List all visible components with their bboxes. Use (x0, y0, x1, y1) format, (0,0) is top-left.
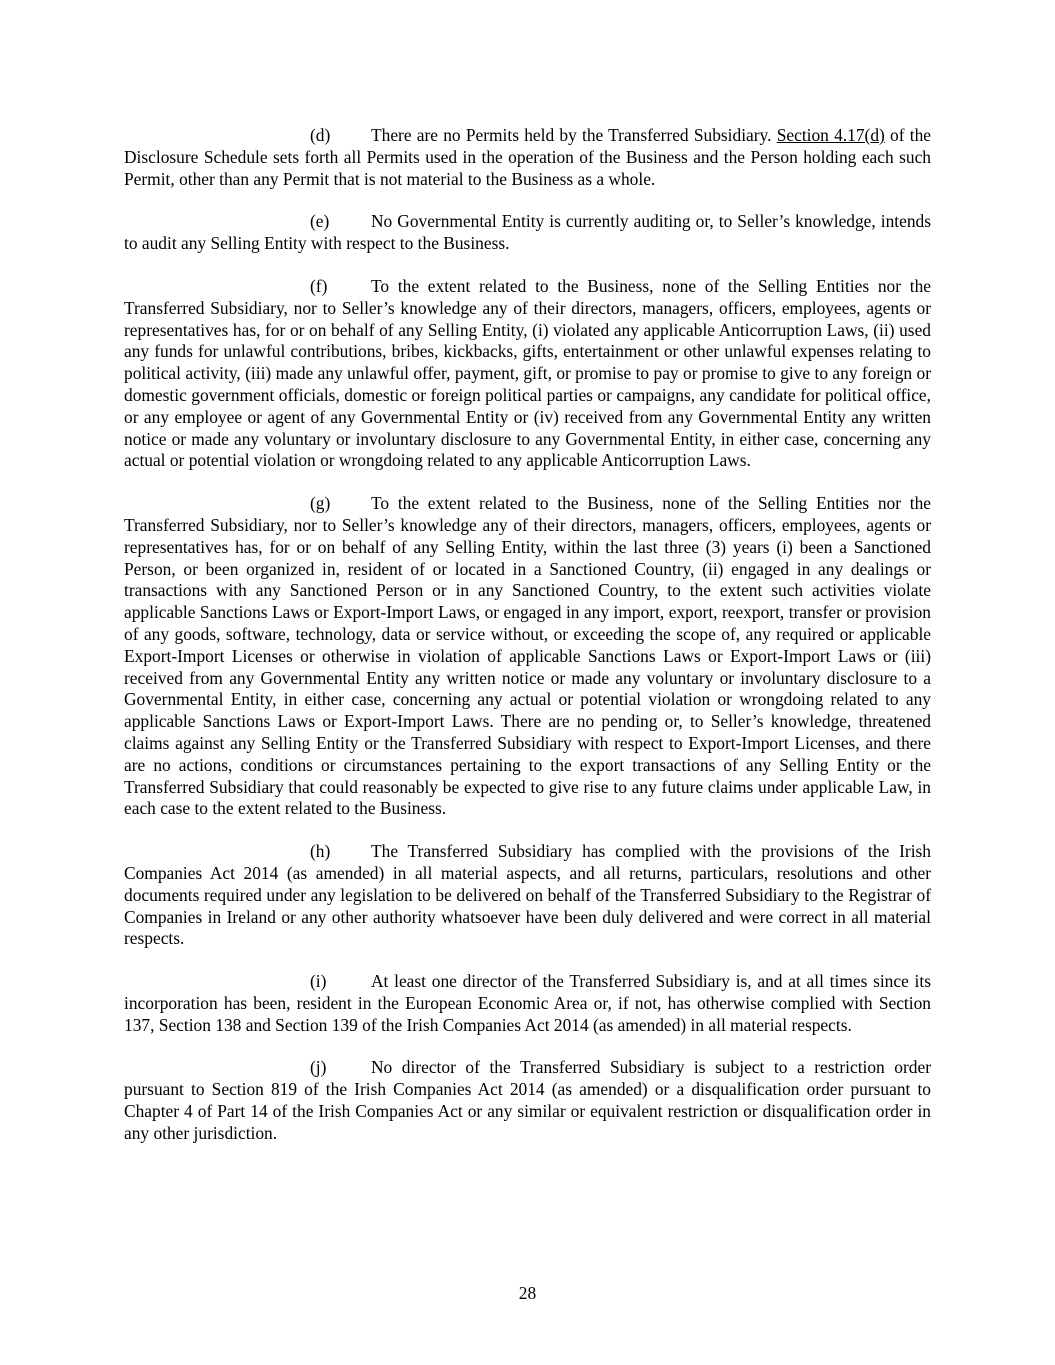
paragraph-i (124, 971, 931, 1036)
page-number: 28 (518, 1283, 537, 1303)
paragraph-text: To the extent related to the Business, none of the Selling Entities nor the Transferred Subsidiary, nor to Seller’s knowledge any of their directors, managers, officers, employees, agents or representatives has, for or on behalf of any Selling Entity, within the last three (3) years (i) been a Sanctioned Person, or been organized in, resident of or located in a Sanctioned Country, (ii) engaged in any dealings or transactions with any Sanctioned Person or in any Sanctioned Country, to the extent such activities violate applicable Sanctions Laws or Export-Import Laws, or engaged in any import, export, reexport, transfer or provision of any goods, software, technology, data or service without, or exceeding the scope of, any required or applicable Export-Import Licenses or otherwise in violation of applicable Sanctions Laws or Export-Import Laws or (iii) received from any Governmental Entity any written notice or made any voluntary or involuntary disclosure to a Governmental Entity, in either case, concerning any actual or potential violation or wrongdoing related to any applicable Sanctions Laws or Export-Import Laws. There are no pending or, to Seller’s knowledge, threatened claims against any Selling Entity or the Transferred Subsidiary with respect to Export-Import Licenses, and there are no actions, conditions or circumstances pertaining to the export transactions of any Selling Entity or the Transferred Subsidiary that could reasonably be expected to give rise to any future claims under applicable Law, in each case to the extent related to the Business. (124, 493, 931, 819)
paragraph-j (124, 1057, 931, 1144)
paragraph-label: (d) (310, 125, 331, 145)
paragraph-label: (g) (310, 493, 331, 514)
paragraph-label: (f) (310, 275, 328, 296)
paragraph-text: There are no Permits held by the Transferred Subsidiary. (371, 125, 777, 145)
section-reference: Section 4.17(d) (776, 125, 885, 145)
paragraph-text: No director of the Transferred Subsidiary is subject to a restriction order pursuant to Section 819 of the Irish Companies Act 2014 (as amended) or a disqualification order pursuant to Chapter 4 of Part 14 of the Irish Companies Act or any similar or equivalent restriction or disqualification order in any other jurisdiction. (124, 1057, 931, 1143)
paragraph-g (124, 493, 931, 820)
paragraph-label: (e) (310, 211, 330, 232)
paragraph-e (124, 211, 931, 255)
paragraph-text: At least one director of the Transferred Subsidiary is, and at all times since its incorporation has been, resident in the European Economic Area or, if not, has otherwise complied with Section 137, Section 138 and Section 139 of the Irish Companies Act 2014 (as amended) in all material respects. (124, 971, 931, 1035)
paragraph-label: (j) (310, 1057, 327, 1078)
paragraph-text: The Transferred Subsidiary has complied with the provisions of the Irish Companies Act 2014 (as amended) in all material aspects, and all returns, particulars, resolutions and other documents required under any legislation to be delivered on behalf of the Transferred Subsidiary to the Registrar of Companies in Ireland or any other authority whatsoever have been duly delivered and were correct in all material respects. (124, 841, 931, 949)
paragraph-text: To the extent related to the Business, none of the Selling Entities nor the Transferred Subsidiary, nor to Seller’s knowledge any of their directors, managers, officers, employees, agents or representatives has, for or on behalf of any Selling Entity, (i) violated any applicable Anticorruption Laws, (ii) used any funds for unlawful contributions, bribes, kickbacks, gifts, entertainment or other unlawful expenses relating to political activity, (iii) made any unlawful offer, payment, gift, or promise to pay or promise to give to any foreign or domestic government officials, domestic or foreign political parties or campaigns, any candidate for political office, or any employee or agent of any Governmental Entity or (iv) received from any Governmental Entity any written notice or made any voluntary or involuntary disclosure to any Governmental Entity, in either case, concerning any actual or potential violation or wrongdoing related to any applicable Anticorruption Laws. (124, 275, 931, 471)
paragraph-h (124, 841, 931, 950)
paragraph-text-continued: of the Disclosure Schedule sets forth all Permits used in the operation of the Business and the Person holding each such Permit, other than any Permit that is not material to the Business as a whole. (124, 125, 931, 189)
paragraph-d (124, 125, 931, 190)
paragraph-f (124, 276, 931, 472)
paragraph-label: (h) (310, 841, 331, 862)
paragraph-label: (i) (310, 971, 327, 992)
document-body (124, 125, 931, 1166)
paragraph-text: No Governmental Entity is currently auditing or, to Seller’s knowledge, intends to audit any Selling Entity with respect to the Business. (124, 211, 931, 254)
